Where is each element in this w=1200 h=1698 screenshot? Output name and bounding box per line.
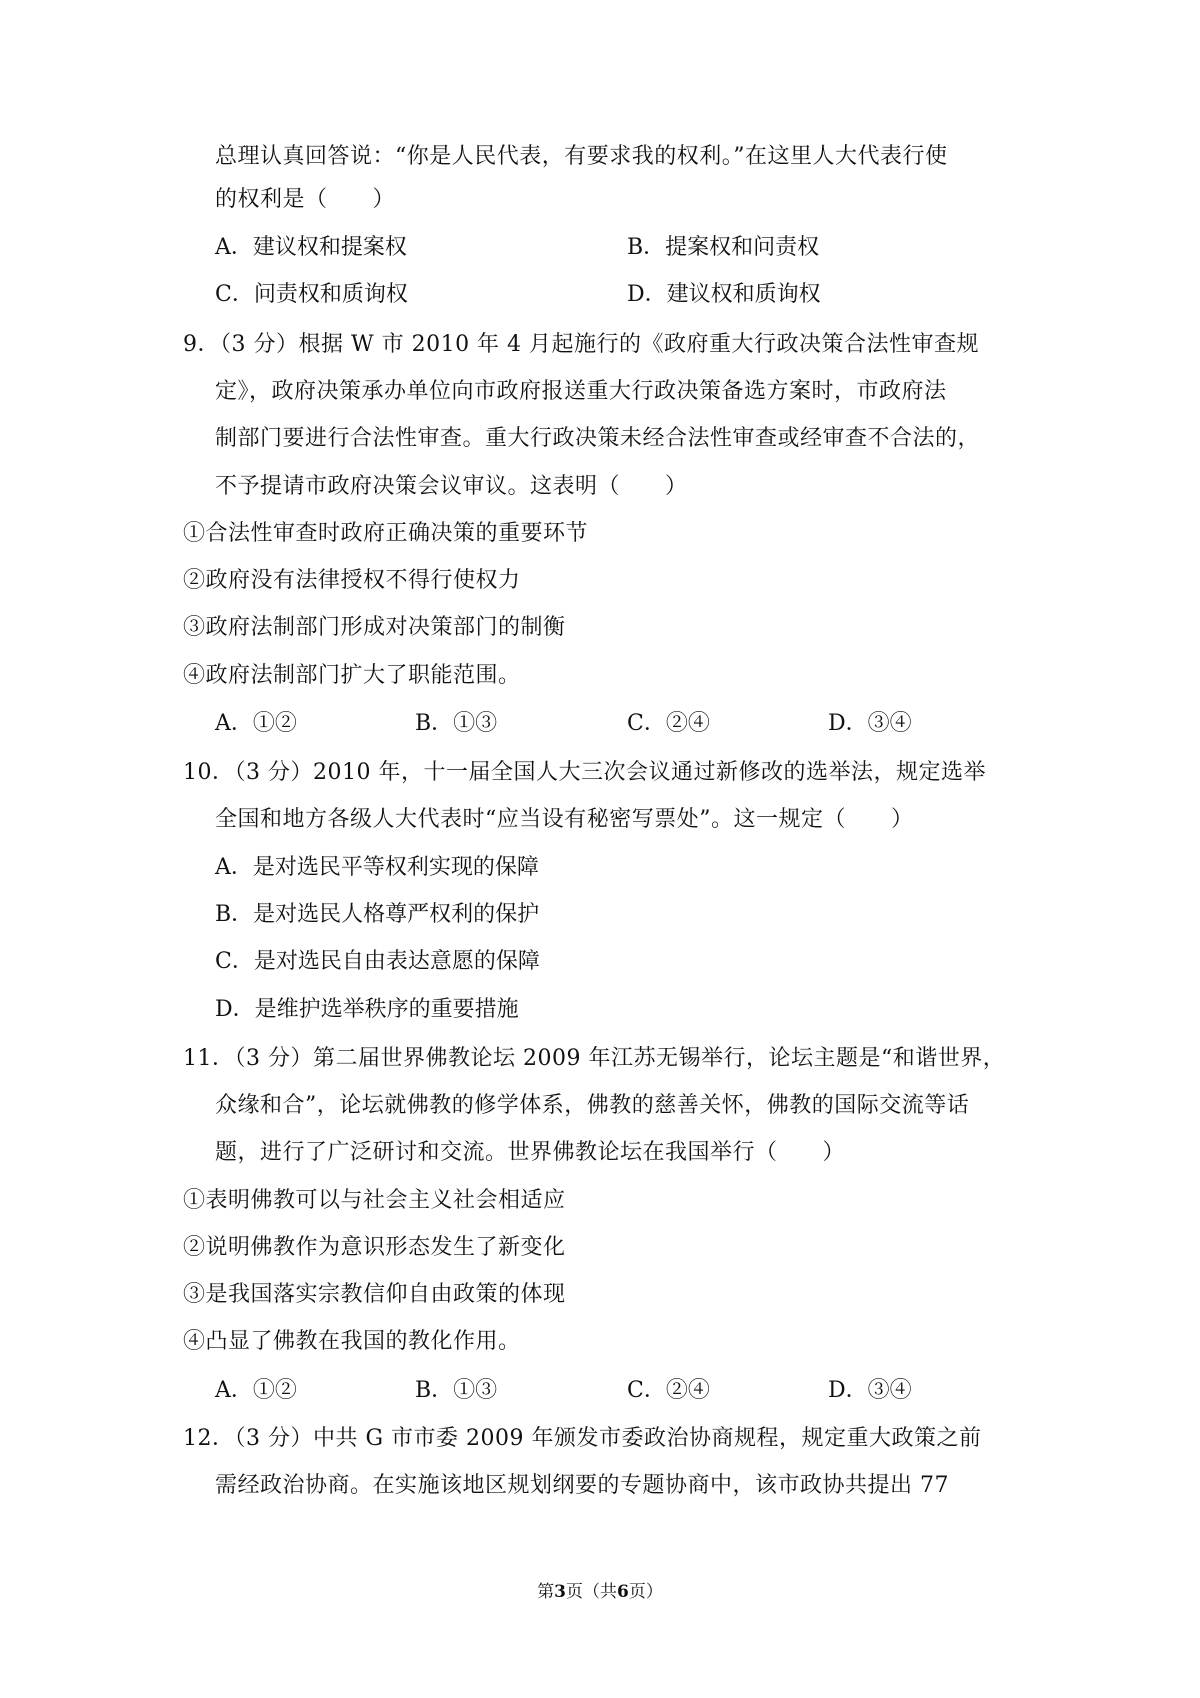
q10-stem-line-2: 全国和地方各级人大代表时“应当设有秘密写票处”。这一规定（ ）	[215, 807, 914, 832]
q12-stem-line-2: 需经政治协商。在实施该地区规划纲要的专题协商中，该市政协共提出 77	[215, 1473, 949, 1498]
q9-stem-line-4: 不予提请市政府决策会议审议。这表明（ ）	[215, 474, 688, 499]
q12-stem-line-1: 12．（3 分）中共 G 市市委 2009 年颁发市委政治协商规程，规定重大政策之前	[183, 1426, 982, 1451]
q8-option-d: D．建议权和质询权	[627, 282, 821, 307]
q9-statement-1: ①合法性审查时政府正确决策的重要环节	[183, 521, 589, 546]
q8-option-b: B．提案权和问责权	[627, 235, 820, 260]
q10-option-d: D．是维护选举秩序的重要措施	[215, 997, 519, 1022]
q9-option-c: C．②④	[627, 711, 710, 736]
q9-option-a: A．①②	[215, 711, 297, 736]
q11-stem-line-3: 题，进行了广泛研讨和交流。世界佛教论坛在我国举行（ ）	[215, 1140, 846, 1165]
footer-total-pages: 6	[617, 1582, 629, 1602]
q9-statement-4: ④政府法制部门扩大了职能范围。	[183, 663, 521, 688]
q8-option-c: C．问责权和质询权	[215, 282, 408, 307]
footer-prefix: 第	[537, 1582, 555, 1602]
q10-option-b: B．是对选民人格尊严权利的保护	[215, 902, 540, 927]
page-footer	[0, 1581, 1200, 1603]
q10-stem-line-1: 10．（3 分）2010 年，十一届全国人大三次会议通过新修改的选举法，规定选举	[183, 760, 986, 785]
q10-option-c: C．是对选民自由表达意愿的保障	[215, 949, 540, 974]
q8-stem-line-2: 的权利是（ ）	[215, 187, 396, 212]
footer-middle: 页（共	[566, 1582, 617, 1602]
q11-option-b: B．①③	[415, 1378, 498, 1403]
footer-page-number: 3	[554, 1582, 566, 1602]
q9-stem-line-3: 制部门要进行合法性审查。重大行政决策未经合法性审查或经审查不合法的，	[215, 426, 981, 451]
q11-stem-line-2: 众缘和合”，论坛就佛教的修学体系，佛教的慈善关怀，佛教的国际交流等话	[215, 1093, 970, 1118]
q11-statement-3: ③是我国落实宗教信仰自由政策的体现	[183, 1282, 566, 1307]
footer-suffix: 页）	[628, 1582, 663, 1602]
q8-stem-line-1: 总理认真回答说：“你是人民代表，有要求我的权利。”在这里人大代表行使	[215, 144, 948, 169]
q9-statement-2: ②政府没有法律授权不得行使权力	[183, 568, 521, 593]
q11-option-d: D．③④	[828, 1378, 912, 1403]
q11-statement-2: ②说明佛教作为意识形态发生了新变化	[183, 1235, 566, 1260]
q8-option-a: A．建议权和提案权	[215, 235, 407, 260]
q11-statement-4: ④凸显了佛教在我国的教化作用。	[183, 1329, 521, 1354]
q10-option-a: A．是对选民平等权利实现的保障	[215, 855, 539, 880]
q11-statement-1: ①表明佛教可以与社会主义社会相适应	[183, 1188, 566, 1213]
q11-option-c: C．②④	[627, 1378, 710, 1403]
q9-stem-line-2: 定》，政府决策承办单位向市政府报送重大行政决策备选方案时，市政府法	[215, 379, 947, 404]
q9-statement-3: ③政府法制部门形成对决策部门的制衡	[183, 615, 566, 640]
q9-stem-line-1: 9．（3 分）根据 W 市 2010 年 4 月起施行的《政府重大行政决策合法性审查规	[183, 332, 980, 357]
q9-option-d: D．③④	[828, 711, 912, 736]
q11-option-a: A．①②	[215, 1378, 297, 1403]
q9-option-b: B．①③	[415, 711, 498, 736]
q11-stem-line-1: 11．（3 分）第二届世界佛教论坛 2009 年江苏无锡举行，论坛主题是“和谐世界，	[183, 1046, 1006, 1071]
